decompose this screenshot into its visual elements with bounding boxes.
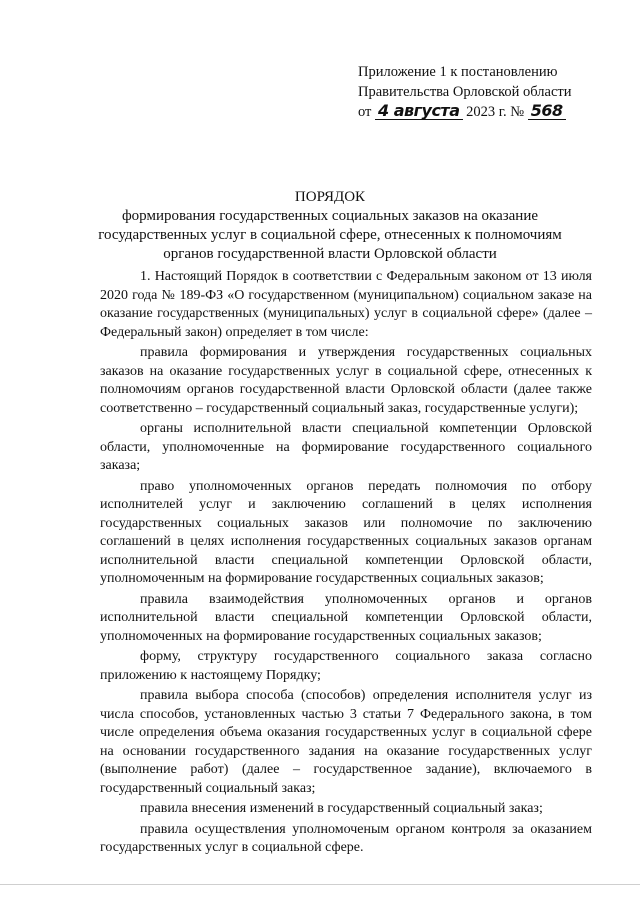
handwritten-number: 568 [528, 103, 566, 120]
document-title [80, 188, 580, 264]
paragraph: правила выбора способа (способов) определения исполнителя услуг из числа способов, установленных частью 3 статьи 7 Федерального закона, в том числе определения объема оказания государственных услуг в социальной сфере на основании государственного задания на оказание государственных услуг (выполнение работ) (далее – государственное задание), включаемого в государственный социальный заказ; [100, 688, 592, 796]
paragraph: органы исполнительной власти специальной компетенции Орловской области, уполномоченные на формирование государственного социального заказа; [100, 421, 592, 473]
title-subtitle: формирования государственных социальных заказов на оказание государственных услуг в социальной сфере, отнесенных к полномочиям органов государственной власти Орловской области [98, 208, 562, 262]
handwritten-date: 4 августа [375, 103, 462, 120]
document-body [100, 268, 592, 858]
paragraph: правила осуществления уполномоченым органом контроля за оказанием государственных услуг в социальной сфере. [100, 821, 592, 855]
date-prefix: от [358, 104, 372, 120]
appendix-line-2: Правительства Орловской области [358, 84, 572, 100]
appendix-header [358, 62, 588, 122]
paragraph: правила взаимодействия уполномоченных органов и органов исполнительной власти специальной компетенции Орловской области, уполномоченных на формирование государственных социальных заказов; [100, 591, 592, 644]
year-text: 2023 г. № [466, 104, 525, 120]
paragraph: форму, структуру государственного социального заказа согласно приложению к настоящему Порядку; [100, 649, 592, 683]
appendix-date-line [358, 102, 588, 122]
title-heading: ПОРЯДОК [294, 189, 366, 205]
paragraph: правила формирования и утверждения государственных социальных заказов на оказание государственных услуг в социальной сфере, отнесенных к полномочиям органов государственной власти Орловской области (далее также соответственно – государственный социальный заказ, государственные услуги); [100, 345, 592, 416]
paragraph: правила внесения изменений в государственный социальный заказ; [140, 801, 543, 816]
paragraph: право уполномоченных органов передать полномочия по отбору исполнителей услуг и заключению соглашений в целях исполнения государственных социальных заказов или полномочие по заключению соглашений в целях исполнения государственных социальных заказов органам исполнительной власти специальной компетенции Орловской области, уполномоченным на формирование государственных социальных заказов; [100, 478, 592, 586]
appendix-line-1: Приложение 1 к постановлению [358, 64, 558, 80]
paragraph: 1. Настоящий Порядок в соответствии с Федеральным законом от 13 июля 2020 года № 189-ФЗ «О государственном (муниципальном) социальном заказе на оказание государственных (муниципальных) услуг в социальной сфере» (далее – Федеральный закон) определяет в том числе: [100, 269, 592, 340]
scan-edge-line [0, 884, 640, 885]
